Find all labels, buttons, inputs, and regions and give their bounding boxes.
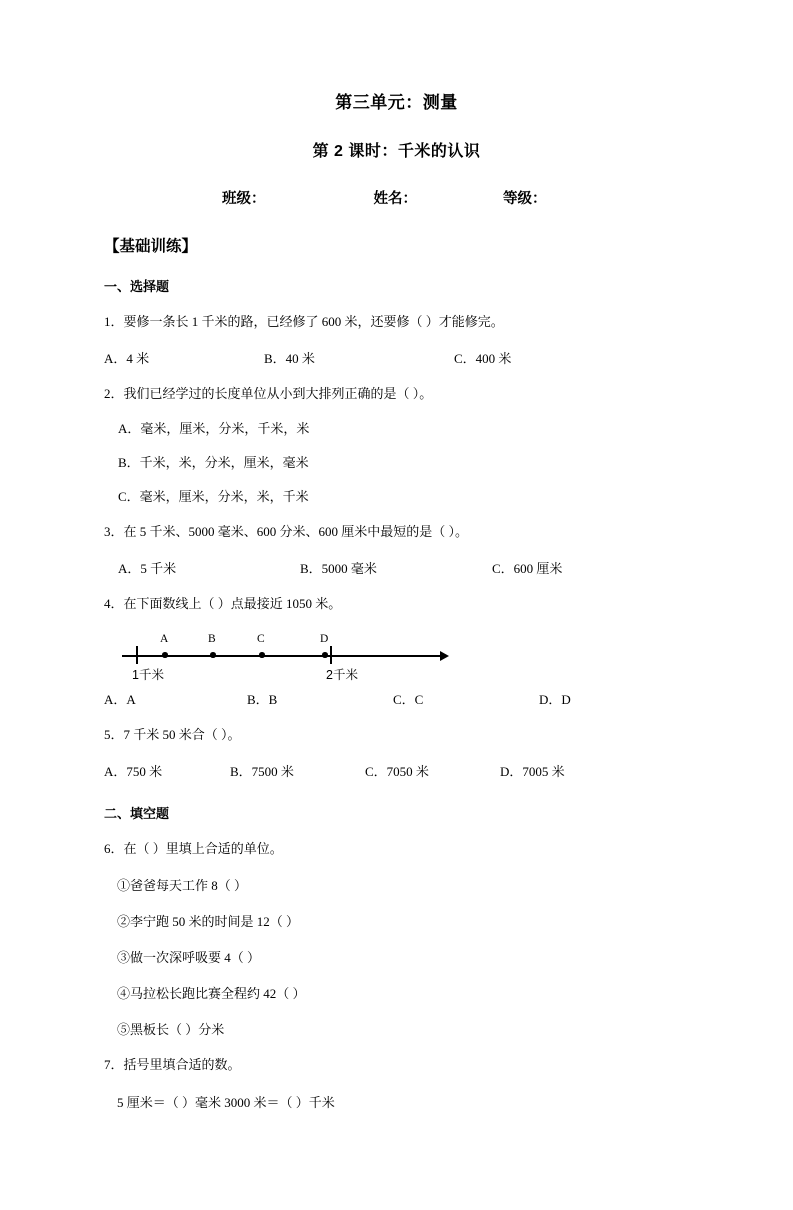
grade-label: 等级： bbox=[503, 191, 547, 207]
question-2-text: 2．我们已经学过的长度单位从小到大排列正确的是（ ）。 bbox=[104, 385, 433, 401]
q2-option-c[interactable]: C．毫米，厘米，分米，米，千米 bbox=[118, 489, 309, 504]
q3-option-b[interactable]: B．5000 毫米 bbox=[300, 560, 377, 576]
q2-option-b[interactable]: B．千米，米，分米，厘米，毫米 bbox=[118, 455, 309, 470]
class-blank bbox=[266, 187, 374, 208]
question-1-text: 1．要修一条长 1 千米的路，已经修了 600 米，还要修（ ）才能修完。 bbox=[104, 314, 504, 329]
q3-option-a[interactable]: A．5 千米 bbox=[118, 560, 177, 576]
question-5-text: 5．7 千米 50 米合（ ）。 bbox=[104, 727, 241, 742]
question-4-options bbox=[104, 689, 689, 708]
point-label-b: B bbox=[208, 633, 216, 645]
q2-option-a[interactable]: A．毫米，厘米，分米，千米，米 bbox=[118, 421, 310, 436]
q5-option-d[interactable]: D．7005 米 bbox=[500, 763, 565, 779]
name-blank bbox=[417, 187, 503, 208]
number-line-right-label: 2千米 bbox=[326, 668, 358, 682]
number-line-figure bbox=[104, 627, 689, 687]
q6-item-1[interactable]: ①爸爸每天工作 8（ ） bbox=[117, 878, 248, 893]
lesson-title: 第 2 课时：千米的认识 bbox=[312, 143, 481, 160]
question-5-options bbox=[104, 761, 689, 780]
q4-option-b[interactable]: B．B bbox=[247, 692, 278, 707]
q6-item-5[interactable]: ⑤黑板长（ ）分米 bbox=[117, 1022, 225, 1037]
q4-option-a[interactable]: A．A bbox=[104, 692, 136, 707]
point-dot-c bbox=[259, 652, 265, 658]
q5-option-b[interactable]: B．7500 米 bbox=[230, 763, 294, 779]
part-two-heading: 二、填空题 bbox=[104, 805, 170, 821]
q6-item-4[interactable]: ④马拉松长跑比赛全程约 42（ ） bbox=[117, 986, 306, 1001]
question-3-text: 3．在 5 千米、5000 毫米、600 分米、600 厘米中最短的是（ ）。 bbox=[104, 524, 469, 539]
section-basic-training: 【基础训练】 bbox=[104, 238, 198, 255]
point-label-d: D bbox=[320, 633, 329, 645]
q5-option-c[interactable]: C．7050 米 bbox=[365, 763, 429, 779]
tick-start bbox=[136, 646, 138, 664]
number-line-left-label: 1千米 bbox=[132, 668, 164, 682]
number-line-axis bbox=[122, 655, 442, 657]
q4-option-c[interactable]: C．C bbox=[393, 692, 424, 707]
student-info-row bbox=[104, 187, 689, 208]
page-title: 第三单元：测量 bbox=[335, 93, 458, 112]
point-dot-d bbox=[322, 652, 328, 658]
point-label-a: A bbox=[160, 633, 169, 645]
q6-item-3[interactable]: ③做一次深呼吸要 4（ ） bbox=[117, 950, 261, 965]
point-label-c: C bbox=[257, 633, 265, 645]
number-line-arrow-icon bbox=[440, 651, 449, 661]
worksheet-page bbox=[0, 88, 793, 1210]
name-label: 姓名： bbox=[373, 191, 417, 207]
class-label: 班级： bbox=[222, 191, 266, 207]
q5-option-a[interactable]: A．750 米 bbox=[104, 763, 163, 779]
question-6-text: 6．在（ ）里填上合适的单位。 bbox=[104, 840, 283, 856]
q1-option-a[interactable]: A．4 米 bbox=[104, 350, 150, 366]
q6-item-2[interactable]: ②李宁跑 50 米的时间是 12（ ） bbox=[117, 914, 300, 929]
question-4-text: 4．在下面数线上（ ）点最接近 1050 米。 bbox=[104, 595, 342, 611]
q1-option-c[interactable]: C．400 米 bbox=[454, 350, 512, 366]
q7-item-1[interactable]: 5 厘米＝（ ）毫米 3000 米＝（ ）千米 bbox=[117, 1094, 335, 1110]
question-7-text: 7．括号里填合适的数。 bbox=[104, 1057, 241, 1072]
q4-option-d[interactable]: D．D bbox=[539, 692, 571, 707]
question-3-options bbox=[104, 558, 689, 577]
point-dot-a bbox=[162, 652, 168, 658]
q1-option-b[interactable]: B．40 米 bbox=[264, 350, 315, 366]
question-1-options bbox=[104, 348, 689, 367]
point-dot-b bbox=[210, 652, 216, 658]
tick-end bbox=[330, 646, 332, 664]
part-one-heading: 一、选择题 bbox=[104, 279, 170, 294]
q3-option-c[interactable]: C．600 厘米 bbox=[492, 560, 563, 576]
